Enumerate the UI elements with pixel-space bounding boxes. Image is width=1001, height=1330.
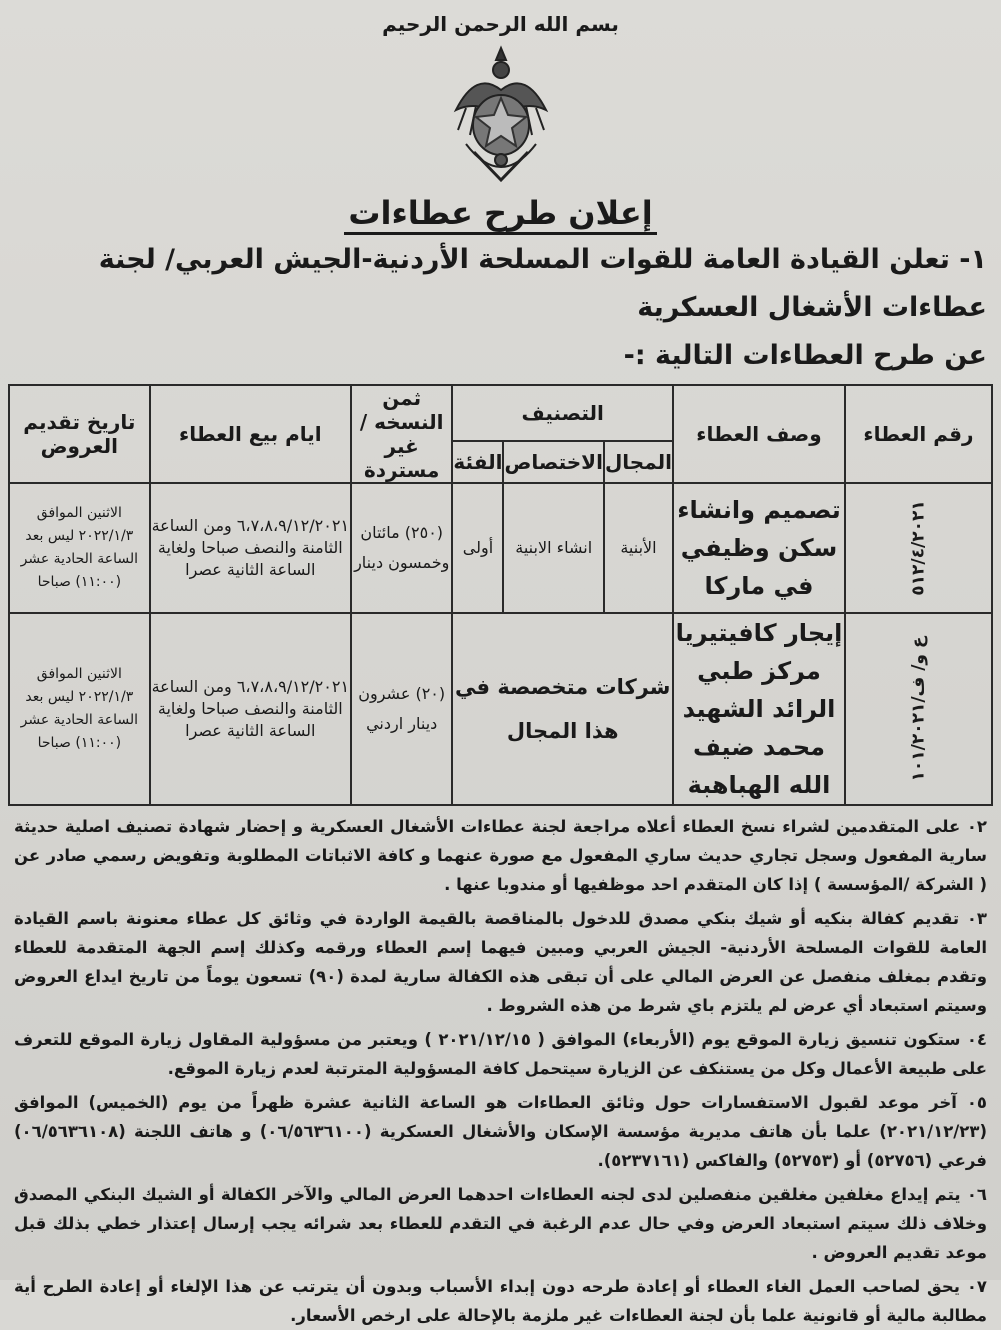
header-price: ثمن النسخه /غير مستردة <box>351 385 452 483</box>
tender-number: ٥١٢/٤/٢٠٢١ <box>908 500 929 596</box>
tender-deadline: الاثنين الموافق ٢٠٢٢/١/٣ ليس بعد الساعة الحادية عشر (١١:٠٠) صباحا <box>9 613 150 805</box>
tender-sale-days: ٦،٧،٨،٩/١٢/٢٠٢١ ومن الساعة الثامنة والنصف صباحا ولغاية الساعة الثانية عصرا <box>150 483 351 613</box>
army-emblem-icon <box>436 40 566 190</box>
tender-number-cell <box>845 483 992 613</box>
tender-category: أولى <box>452 483 503 613</box>
tender-sale-days: ٦،٧،٨،٩/١٢/٢٠٢١ ومن الساعة الثامنة والنصف صباحا ولغاية الساعة الثانية عصرا <box>150 613 351 805</box>
tender-classification-merged: شركات متخصصة في هذا المجال <box>452 613 673 805</box>
header-classification: التصنيف <box>452 385 673 441</box>
tender-specialty: انشاء الابنية <box>503 483 603 613</box>
table-row <box>9 483 992 613</box>
intro-line-2: عن طرح العطاءات التالية :- <box>623 340 987 371</box>
clause-item: ٠٣ تقديم كفالة بنكيه أو شيك بنكي مصدق للدخول بالمناقصة بالقيمة الواردة في وثائق كل عطاء معنونة باسم القيادة العامة للقوات المسلحة الأردنية- الجيش العربي ومبين فيهما إسم العطاء ورقمه وكذلك إسم الجهة المتقدمة للعطاء وتقدم بمغلف منفصل عن العرض المالي على أن تبقى هذه الكفالة سارية لمدة (٩٠) تسعون يوماً من تاريخ ايداع العروض وسيتم استبعاد أي عرض لم يلتزم باي شرط من هذه الشروط . <box>14 909 988 1015</box>
tenders-table <box>8 384 993 806</box>
header-description: وصف العطاء <box>673 385 845 483</box>
intro-paragraph <box>8 236 993 380</box>
clause-item: ٠٤ ستكون تنسيق زيارة الموقع يوم (الأربعاء) الموافق ( ٢٠٢١/١٢/١٥ ) ويعتبر من مسؤولية المقاول زيارة الموقع للتعرف على طبيعة الأعمال وكل من يستنكف عن الزيارة سيتحمل كافة المسؤولية المترتبة لعدم زيارة الموقع. <box>14 1030 987 1078</box>
tender-deadline: الاثنين الموافق ٢٠٢٢/١/٣ ليس بعد الساعة الحادية عشر (١١:٠٠) صباحا <box>9 483 150 613</box>
header-category: الفئة <box>452 441 503 483</box>
clause-item: ٠٦ يتم إيداع مغلفين مغلقين منفصلين لدى لجنه العطاءات احدهما العرض المالي والآخر الكفالة أو الشيك البنكي المصدق وخلاف ذلك سيتم استبعاد العرض وفي حال عدم الرغبة في التقدم للعطاء بعد شرائه يجب إرسال إعتذار خطي بذلك قبل موعد تقديم العروض . <box>14 1185 987 1262</box>
tender-price: (٢٠) عشرون دينار اردني <box>351 613 452 805</box>
tender-description: تصميم وانشاء سكن وظيفي في ماركا <box>673 483 845 613</box>
header-specialty: الاختصاص <box>503 441 603 483</box>
tender-description: إيجار كافيتيريا مركز طبي الرائد الشهيد محمد ضيف الله الهباهبة <box>673 613 845 805</box>
basmala: بسم الله الرحمن الرحيم <box>382 12 619 36</box>
table-row <box>9 613 992 805</box>
tender-number: ع و/ ف/١٠١/٢٠٢١ <box>908 636 929 782</box>
intro-line-1: ١- تعلن القيادة العامة للقوات المسلحة الأردنية-الجيش العربي/ لجنة عطاءات الأشغال العسكرية <box>98 244 987 323</box>
clause-item: ٠٧ يحق لصاحب العمل الغاء العطاء أو إعادة طرحه دون إبداء الأسباب وبدون أن يترتب عن هذا الإلغاء أو إعادة الطرح أية مطالبة مالية أو قانونية علما بأن لجنة العطاءات غير ملزمة بالإحالة على ارخص الأسعار. <box>14 1277 987 1325</box>
tender-field: الأبنية <box>604 483 673 613</box>
announcement-title-text: إعلان طرح عطاءات <box>344 194 656 235</box>
header-deadline: تاريخ تقديم العروض <box>9 385 150 483</box>
tender-number-cell <box>845 613 992 805</box>
clause-item: ٠٢ على المتقدمين لشراء نسخ العطاء أعلاه مراجعة لجنة عطاءات الأشغال العسكرية و إحضار شهادة تصنيف اصلية حديثة سارية المفعول وسجل تجاري حديث ساري المفعول مع صورة عنهما و كافة الاثباتات المطلوبة وتفويض رسمي صادر عن ( الشركة /المؤسسة ) إذا كان المتقدم احد موظفيها أو مندوبا عنها . <box>14 817 987 894</box>
tender-price: (٢٥٠) مائتان وخمسون دينار <box>351 483 452 613</box>
header-number: رقم العطاء <box>845 385 992 483</box>
announcement-title <box>8 190 993 236</box>
header-sale-days: ايام بيع العطاء <box>150 385 351 483</box>
clause-item: ٠٥ آخر موعد لقبول الاستفسارات حول وثائق العطاءات هو الساعة الثانية عشرة ظهراً من يوم (الخميس) الموافق (٢٠٢١/١٢/٢٣) علما بأن هاتف مديرية مؤسسة الإسكان والأشغال العسكرية (٠٦/٥٦٣٦١٠٠) و هاتف اللجنة (٠٦/٥٦٣٦١٠٨) فرعي (٥٢٧٥٦) أو (٥٢٧٥٣) والفاكس (٥٢٣٧١٦١). <box>14 1093 987 1170</box>
clauses-list <box>8 806 993 1330</box>
header-field: المجال <box>604 441 673 483</box>
